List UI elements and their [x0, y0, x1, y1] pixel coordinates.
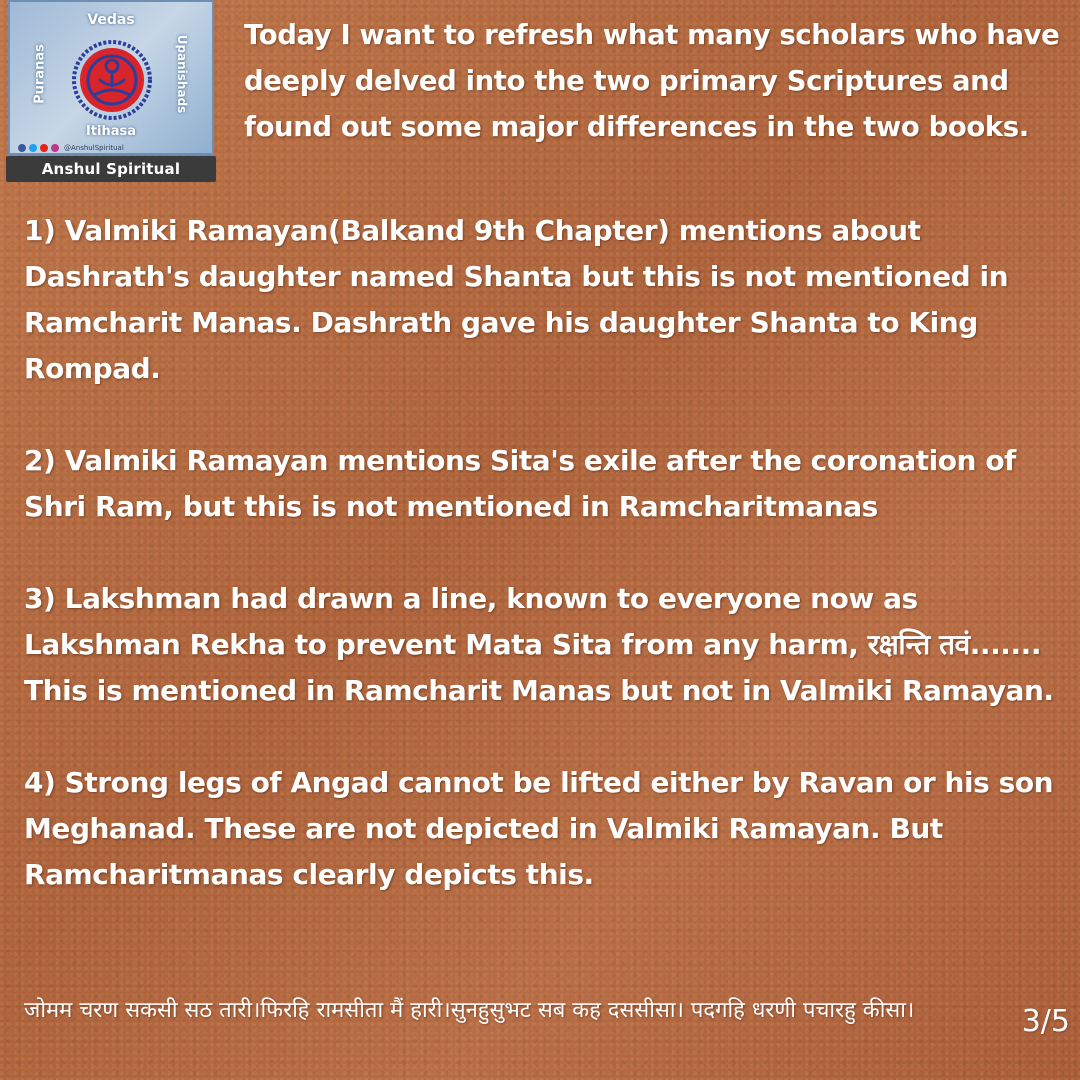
brand-name: Anshul Spiritual [6, 156, 216, 182]
facebook-icon [18, 144, 26, 152]
youtube-icon [40, 144, 48, 152]
instagram-icon [51, 144, 59, 152]
twitter-icon [29, 144, 37, 152]
point-item: 1) Valmiki Ramayan(Balkand 9th Chapter) mentions about Dashrath's daughter named Shanta but this is not mentioned in Ramcharit Manas. Dashrath gave his daughter Shanta to King Rompad. [24, 214, 1009, 385]
point-item: 3) Lakshman had drawn a line, known to everyone now as Lakshman Rekha to prevent Mata Sita from any harm, रक्षन्ति तवं....... This is mentioned in Ramcharit Manas but not in Valmiki Ramayan. [24, 582, 1054, 707]
logo-label-itihasa: Itihasa [85, 124, 137, 139]
logo-label-upanishads: Upanishads [175, 34, 189, 114]
logo-label-vedas: Vedas [87, 12, 135, 28]
logo-artwork [8, 0, 214, 155]
points-list [24, 208, 1064, 898]
point-item: 2) Valmiki Ramayan mentions Sita's exile after the coronation of Shri Ram, but this is not mentioned in Ramcharitmanas [24, 444, 1016, 523]
social-handle: @AnshulSpiritual [64, 144, 124, 152]
logo-label-puranas: Puranas [32, 44, 48, 104]
intro-paragraph: Today I want to refresh what many scholars who have deeply delved into the two primary Scriptures and found out some major differences in the two books. [244, 19, 1060, 143]
meditating-figure-icon [72, 40, 152, 120]
page-indicator: 3/5 [1021, 1004, 1070, 1039]
hindi-verse: जोमम चरण सकसी सठ तारी।फिरहि रामसीता मैं हारी।सुनहुसुभट सब कह दससीसा। पदगहि धरणी पचारहु कीसा। [24, 998, 915, 1023]
point-item: 4) Strong legs of Angad cannot be lifted either by Ravan or his son Meghanad. These are not depicted in Valmiki Ramayan. But Ramcharitmanas clearly depicts this. [24, 766, 1054, 891]
brand-logo [2, 0, 216, 184]
social-icons [18, 143, 138, 153]
